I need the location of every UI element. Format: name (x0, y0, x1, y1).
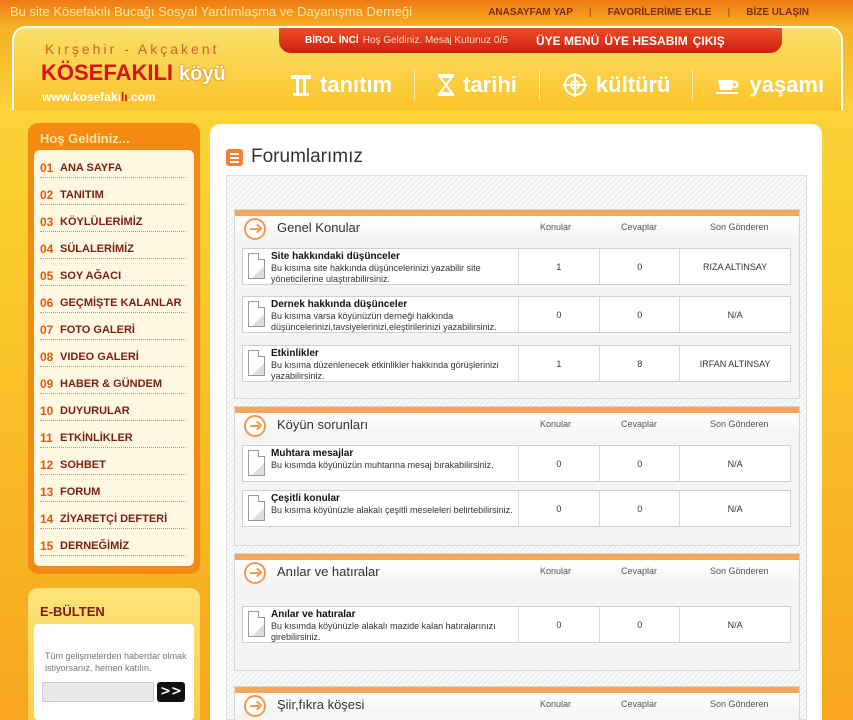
category-title[interactable]: Anılar ve hatıralar (277, 564, 380, 579)
sidebar-item-number: 02 (40, 187, 54, 202)
logo-region: Kırşehir - Akçakent (45, 41, 220, 57)
document-icon (248, 611, 265, 637)
username[interactable]: BİROL İNCİ (305, 35, 359, 46)
forum-info (243, 346, 519, 381)
forum-title[interactable]: Çeşitli konular (271, 493, 340, 504)
col-replies-header: Cevaplar (621, 419, 658, 429)
sidebar-list (34, 150, 194, 566)
document-icon (248, 253, 265, 279)
forum-last-poster: N/A (727, 503, 743, 514)
sidebar-item[interactable] (34, 316, 194, 343)
col-topics-header: Konular (540, 419, 572, 429)
category-header (235, 407, 799, 437)
sidebar-item-number: 06 (40, 295, 54, 310)
sidebar-item-label: ANA SAYFA (60, 161, 123, 174)
sidebar-item-number: 11 (40, 430, 53, 445)
logo-suffix: köyü (179, 63, 226, 85)
sidebar-item-number: 10 (40, 403, 54, 418)
forum-reply-count: 0 (600, 446, 680, 481)
sidebar-item-label: SOY AĞACI (60, 269, 122, 282)
site-tagline: Bu site Kösefakılı Bucağı Sosyal Yardımlaşma ve Dayanışma Derneği (10, 4, 412, 19)
sidebar-item-number: 03 (40, 214, 54, 229)
nav-label: kültürü (595, 72, 671, 97)
top-links: ANASAYFAM YAP | FAVORİLERİME EKLE | BİZE ULAŞIN (488, 7, 809, 18)
sidebar-item[interactable] (34, 262, 194, 289)
forum-topic-count: 0 (519, 491, 601, 526)
sidebar-title: Hoş Geldiniz... (40, 131, 130, 146)
forum-info (243, 491, 519, 526)
col-last-poster-header: Son Gönderen (710, 419, 769, 429)
sidebar-item-number: 05 (40, 268, 54, 283)
document-icon (248, 301, 265, 327)
forum-reply-count: 0 (600, 297, 680, 332)
sidebar-item-number: 14 (40, 511, 54, 526)
forum-info (243, 446, 519, 481)
list-icon (226, 149, 243, 166)
forum-row[interactable] (242, 606, 791, 643)
logout-link[interactable]: ÇIKIŞ (692, 34, 725, 48)
arrow-circle-icon (244, 695, 266, 717)
sidebar-item-label: FORUM (60, 485, 101, 498)
sidebar-item-number: 12 (40, 457, 54, 472)
nav-label: tarihi (463, 72, 517, 97)
col-replies-header: Cevaplar (621, 566, 658, 576)
col-replies-header: Cevaplar (621, 222, 658, 232)
sidebar-item[interactable] (34, 235, 194, 262)
nav-label: tanıtım (320, 72, 393, 97)
category-title[interactable]: Köyün sorunları (277, 417, 369, 432)
document-icon (248, 350, 265, 376)
sidebar-item-label: FOTO GALERİ (60, 323, 135, 336)
forum-row[interactable] (242, 345, 791, 382)
col-replies-header: Cevaplar (621, 699, 658, 709)
forum-category (234, 553, 800, 671)
nav-divider (414, 70, 415, 100)
category-header (235, 687, 799, 717)
sidebar-item-number: 07 (40, 322, 54, 337)
forum-topic-count: 0 (519, 297, 601, 332)
page-title (226, 146, 363, 168)
col-last-poster-header: Son Gönderen (710, 566, 769, 576)
newsletter-submit-button[interactable]: >> (157, 682, 185, 702)
forum-category (234, 686, 800, 720)
forum-last-poster: RIZA ALTINSAY (703, 261, 768, 272)
cup-icon (715, 74, 741, 96)
sidebar-item-label: DERNEĞİMİZ (60, 539, 130, 552)
document-icon (248, 450, 265, 476)
nav-tanitim[interactable] (290, 68, 392, 102)
hourglass-icon (437, 73, 455, 97)
ornament-icon (562, 72, 588, 98)
nav-divider (692, 70, 693, 100)
category-header (235, 210, 799, 240)
forum-title[interactable]: Site hakkındaki düşünceler (271, 251, 400, 262)
col-topics-header: Konular (540, 222, 572, 232)
my-account-link[interactable]: ÜYE HESABIM (604, 34, 688, 48)
sidebar-item-label: ETKİNLİKLER (60, 431, 133, 444)
forum-info (243, 297, 519, 332)
forum-title[interactable]: Anılar ve hatıralar (271, 609, 356, 620)
sidebar-item-number: 09 (40, 376, 54, 391)
forum-description: Bu kısıma köyünüzle alakalı çeşitli meseleleri belirtebilirsiniz. (271, 505, 513, 515)
forum-row[interactable] (242, 445, 791, 482)
logo-url-pre: www.kosefakı (42, 90, 121, 104)
forum-description: Bu kısıma düzenlenecek etkinlikler hakkında görüşlerinizi yazabilirsiniz. (271, 360, 499, 381)
sidebar-item-label: HABER & GÜNDEM (60, 377, 163, 390)
forum-topic-count: 0 (519, 607, 601, 642)
nav-kulturu[interactable] (562, 68, 671, 102)
sidebar-item[interactable] (34, 289, 194, 316)
forum-row[interactable] (242, 248, 791, 285)
sidebar-item-label: VIDEO GALERİ (60, 350, 139, 363)
arrow-circle-icon (244, 218, 266, 240)
forum-reply-count: 0 (600, 249, 680, 284)
add-favorites-link[interactable]: FAVORİLERİME EKLE (607, 7, 712, 18)
forum-title[interactable]: Muhtara mesajlar (271, 448, 354, 459)
col-topics-header: Konular (540, 699, 572, 709)
sidebar-item[interactable] (34, 424, 194, 451)
logo-url (42, 90, 156, 104)
forum-reply-count: 0 (600, 607, 680, 642)
forum-last-poster: N/A (727, 309, 743, 320)
arrow-circle-icon (244, 562, 266, 584)
forum-topic-count: 0 (519, 446, 601, 481)
nav-tarihi[interactable] (437, 68, 517, 102)
sidebar-item-label: GEÇMİŞTE KALANLAR (60, 296, 182, 309)
set-homepage-link[interactable]: ANASAYFAM YAP (488, 7, 573, 18)
sidebar-item[interactable] (34, 478, 194, 505)
sidebar-item-label: ZİYARETÇİ DEFTERİ (60, 512, 168, 525)
sidebar-item[interactable] (34, 343, 194, 370)
nav-label: yaşamı (749, 72, 825, 97)
forum-reply-count: 8 (600, 346, 680, 381)
col-topics-header: Konular (540, 566, 572, 576)
sidebar-item[interactable] (34, 181, 194, 208)
sidebar-item-number: 04 (40, 241, 54, 256)
sidebar-item[interactable] (34, 397, 194, 424)
arrow-circle-icon (244, 415, 266, 437)
sidebar-item-label: SÜLALERİMİZ (60, 242, 134, 255)
nav-divider (539, 70, 540, 100)
member-menu-link[interactable]: ÜYE MENÜ (536, 34, 600, 48)
forum-reply-count: 0 (600, 491, 680, 526)
contact-link[interactable]: BİZE ULAŞIN (746, 7, 809, 18)
forum-category (234, 209, 800, 399)
forum-description: Bu kısıma varsa köyünüzün derneği hakkında düşüncelerinizi,tavsiyelerinizi,eleştirilerinizi yazabilirsiniz. (271, 311, 497, 332)
col-last-poster-header: Son Gönderen (710, 699, 769, 709)
document-icon (248, 495, 265, 521)
page-title-text: Forumlarımız (251, 146, 363, 167)
forum-description: Bu kısımda köyünüzün muhtarına mesaj bırakabilirsiniz. (271, 460, 494, 470)
sidebar-item-number: 15 (40, 538, 54, 553)
col-last-poster-header: Son Gönderen (710, 222, 769, 232)
forum-info (243, 607, 519, 642)
logo-url-highlight: lı (120, 90, 128, 104)
user-bar (279, 28, 782, 53)
sidebar-item-label: SOHBET (60, 458, 106, 471)
sidebar-menu (28, 123, 200, 574)
forum-last-poster: N/A (727, 458, 743, 469)
forum-title[interactable]: Dernek hakkında düşünceler (271, 299, 408, 310)
newsletter-email-input[interactable] (42, 682, 154, 702)
monument-icon (290, 73, 312, 97)
sidebar-item[interactable] (34, 154, 194, 181)
newsletter-text: Tüm gelişmelerden haberdar olmak istiyorsanız, hemen katılın. (45, 651, 187, 673)
forum-topic-count: 1 (519, 346, 601, 381)
sidebar-item[interactable] (34, 532, 194, 559)
forum-description: Bu kısımda köyünüzle alakalı mazide kalan hatıralarınızı girebilirsiniz. (271, 621, 496, 642)
logo-name: KÖSEFAKILI (41, 60, 174, 85)
forum-description: Bu kısıma site hakkında düşüncelerinizi yazabilir site yöneticilerine ulaştırabilirsiniz. (271, 263, 481, 284)
sidebar-item-number: 08 (40, 349, 54, 364)
sidebar-item[interactable] (34, 505, 194, 532)
forum-row[interactable] (242, 490, 791, 527)
forum-last-poster: IRFAN ALTINSAY (699, 358, 771, 369)
logo-url-post: .com (127, 90, 156, 104)
sidebar-item[interactable] (34, 370, 194, 397)
category-header (235, 554, 799, 584)
newsletter-title: E-BÜLTEN (40, 604, 105, 619)
sidebar-item-number: 01 (40, 160, 54, 175)
logo[interactable] (41, 60, 226, 86)
nav-yasami[interactable] (715, 68, 824, 102)
forum-title[interactable]: Etkinlikler (271, 348, 319, 359)
sidebar-item-label: DUYURULAR (60, 404, 130, 417)
forum-category (234, 406, 800, 546)
forum-last-poster: N/A (727, 619, 743, 630)
sidebar-item-label: TANITIM (60, 188, 104, 201)
category-title[interactable]: Şiir,fıkra köşesi (277, 697, 365, 712)
forum-topic-count: 1 (519, 249, 601, 284)
main-nav (290, 68, 824, 102)
forum-info (243, 249, 519, 284)
category-title[interactable]: Genel Konular (277, 220, 361, 235)
sidebar-item-label: KÖYLÜLERİMİZ (60, 215, 143, 228)
sidebar-item-number: 13 (40, 484, 54, 499)
welcome-message: Hoş Geldiniz. Mesaj Kutunuz 0/5 (362, 35, 508, 46)
sidebar-item[interactable] (34, 451, 194, 478)
forum-row[interactable] (242, 296, 791, 333)
sidebar-item[interactable] (34, 208, 194, 235)
